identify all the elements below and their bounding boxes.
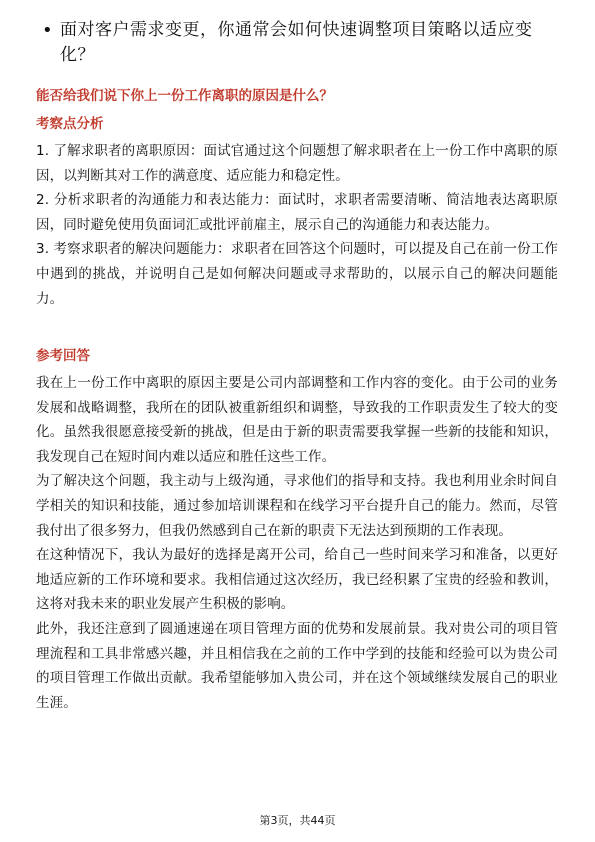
analysis-point: 2. 分析求职者的沟通能力和表达能力：面试时，求职者需要清晰、简洁地表达离职原因，同时避免使用负面词汇或批评前雇主，展示自己的沟通能力和表达能力。 [36,192,558,233]
bullet-text: 面对客户需求变更，你通常会如何快速调整项目策略以适应变化？ [60,20,533,65]
page-number: 第3页，共44页 [259,814,336,827]
answer-paragraph: 在这种情况下，我认为最好的选择是离开公司，给自己一些时间来学习和准备，以更好地适应新的工作环境和要求。我相信通过这次经历，我已经积累了宝贵的经验和教训，这将对我未来的职业发展产生积极的影响。 [36,547,558,613]
answer-paragraphs [36,371,558,715]
answer-paragraph: 我在上一份工作中离职的原因主要是公司内部调整和工作内容的变化。由于公司的业务发展和战略调整，我所在的团队被重新组织和调整，导致我的工作职责发生了较大的变化。虽然我很愿意接受新的挑战，但是由于新的职责需要我掌握一些新的技能和知识，我发现自己在短时间内难以适应和胜任这些工作。 [36,375,558,465]
analysis-heading: 考察点分析 [36,116,104,132]
answer-heading: 参考回答 [36,348,90,364]
analysis-points [36,139,558,311]
bullet-dot-icon: • [42,20,53,41]
answer-paragraph: 为了解决这个问题，我主动与上级沟通，寻求他们的指导和支持。我也利用业余时间自学相关的知识和技能，通过参加培训课程和在线学习平台提升自己的能力。然而，尽管我付出了很多努力，但我仍然感到自己在新的职责下无法达到预期的工作表现。 [36,473,558,539]
answer-paragraph: 此外，我还注意到了圆通速递在项目管理方面的优势和发展前景。我对贵公司的项目管理流程和工具非常感兴趣，并且相信我在之前的工作中学到的技能和经验可以为贵公司的项目管理工作做出贡献。我希望能够加入贵公司，并在这个领域继续发展自己的职业生涯。 [36,620,558,711]
question-heading: 能否给我们说下你上一份工作离职的原因是什么？ [36,88,333,104]
bullet-item [42,18,562,68]
analysis-point: 3. 考察求职者的解决问题能力：求职者在回答这个问题时，可以提及自己在前一份工作中遇到的挑战，并说明自己是如何解决问题或寻求帮助的，以展示自己的解决问题能力。 [36,241,558,307]
analysis-point: 1. 了解求职者的离职原因：面试官通过这个问题想了解求职者在上一份工作中离职的原因，以判断其对工作的满意度、适应能力和稳定性。 [36,143,558,184]
